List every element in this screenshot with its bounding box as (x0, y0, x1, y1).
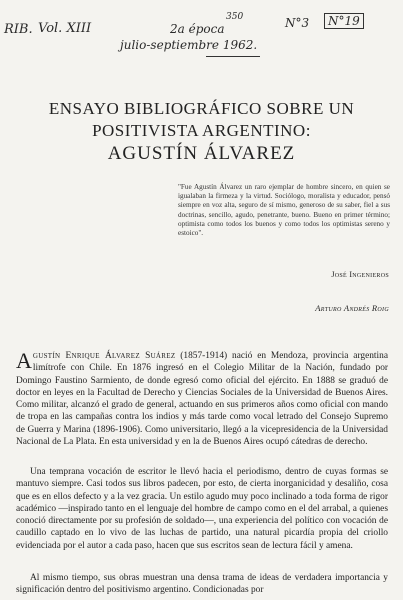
subject-name: gustín Enrique Álvarez Suárez (32, 351, 176, 361)
paragraph-2: Una temprana vocación de escritor le llevó hacia el periodismo, dentro de cuyas formas se mantuvo siempre. Casi todos sus libros padecen, por esto, de cierta inorganicidad y desaliño, cosa que es en ellos defecto y a la vez gracia. Un estilo agudo muy poco inclinado a toda forma de rigor académico —inspirado tanto en el lenguaje del hombre de campo como en el del arrabal, a quienes conoció directamente por su profesión de soldado—, una experiencia del político con vocación de caudillo captado en lo vivo de las luchas de partido, una natural picardía propia del criollo evidenciada por el autor a cada paso, hacen que sus escritos sean de lectura fácil y amena. (16, 467, 388, 551)
handwritten-issue-number: N°3 (285, 16, 310, 30)
paragraph-1-text: (1857-1914) nació en Mendoza, provincia argentina limítrofe con Chile. En 1876 ingresó en el Colegio Militar de la Nación, fundado por Domingo Faustino Sarmiento, de donde egresó como oficial del ejército. En 1888 se graduó de doctor en leyes en la Facultad de Derecho y Ciencias Sociales de la Universidad de Buenos Aires. Como militar, alcanzó el grado de general, actuando en sus primeros años como oficial con mando de tropa en las campañas contra los indios y más tarde como vocal letrado del Consejo Supremo de Guerra y Marina (1896-1906). Como universitario, llegó a la vicepresidencia de la Universidad Nacional de La Plata. En esta universidad y en la de Buenos Aires ocupó cátedras de derecho. (16, 351, 388, 448)
handwritten-volume: Vol. XIII (38, 21, 92, 36)
handwritten-era: 2a época (170, 22, 225, 36)
paragraph-3: Al mismo tiempo, sus obras muestran una densa trama de ideas de verdadera importancia y significación dentro del positivismo argentino. Condicionadas por (16, 573, 388, 596)
paragraph-1 (16, 350, 388, 448)
handwritten-underline (206, 56, 260, 57)
title-line-1: ENSAYO BIBLIOGRÁFICO SOBRE UN (48, 99, 355, 118)
title-line-2: POSITIVISTA ARGENTINO: (92, 121, 311, 140)
drop-cap: A (16, 348, 32, 373)
title-line-3: AGUSTÍN ÁLVAREZ (107, 143, 296, 164)
epigraph-quote: "Fue Agustín Álvarez un raro ejemplar de hombre sincero, en quien se igualaban la firmeza y la virtud. Sociólogo, moralista y educador, pensó siempre en voz alta, seguro de sí mismo, generoso de su saber, fiel a sus doctrinas, sencillo, agudo, penetrante, bueno. Bueno en primer término; optimista como todos los buenos y como todos los optimistas sereno y estoico". (178, 183, 390, 238)
handwritten-rib: RIB. (4, 22, 33, 37)
handwritten-boxed-number: N°19 (324, 13, 364, 29)
handwritten-date: julio-septiembre 1962. (120, 38, 258, 52)
article-author: Arturo Andrés Roig (315, 303, 389, 313)
handwritten-page-number: 350 (226, 12, 244, 22)
epigraph-author: José Ingenieros (331, 270, 389, 279)
